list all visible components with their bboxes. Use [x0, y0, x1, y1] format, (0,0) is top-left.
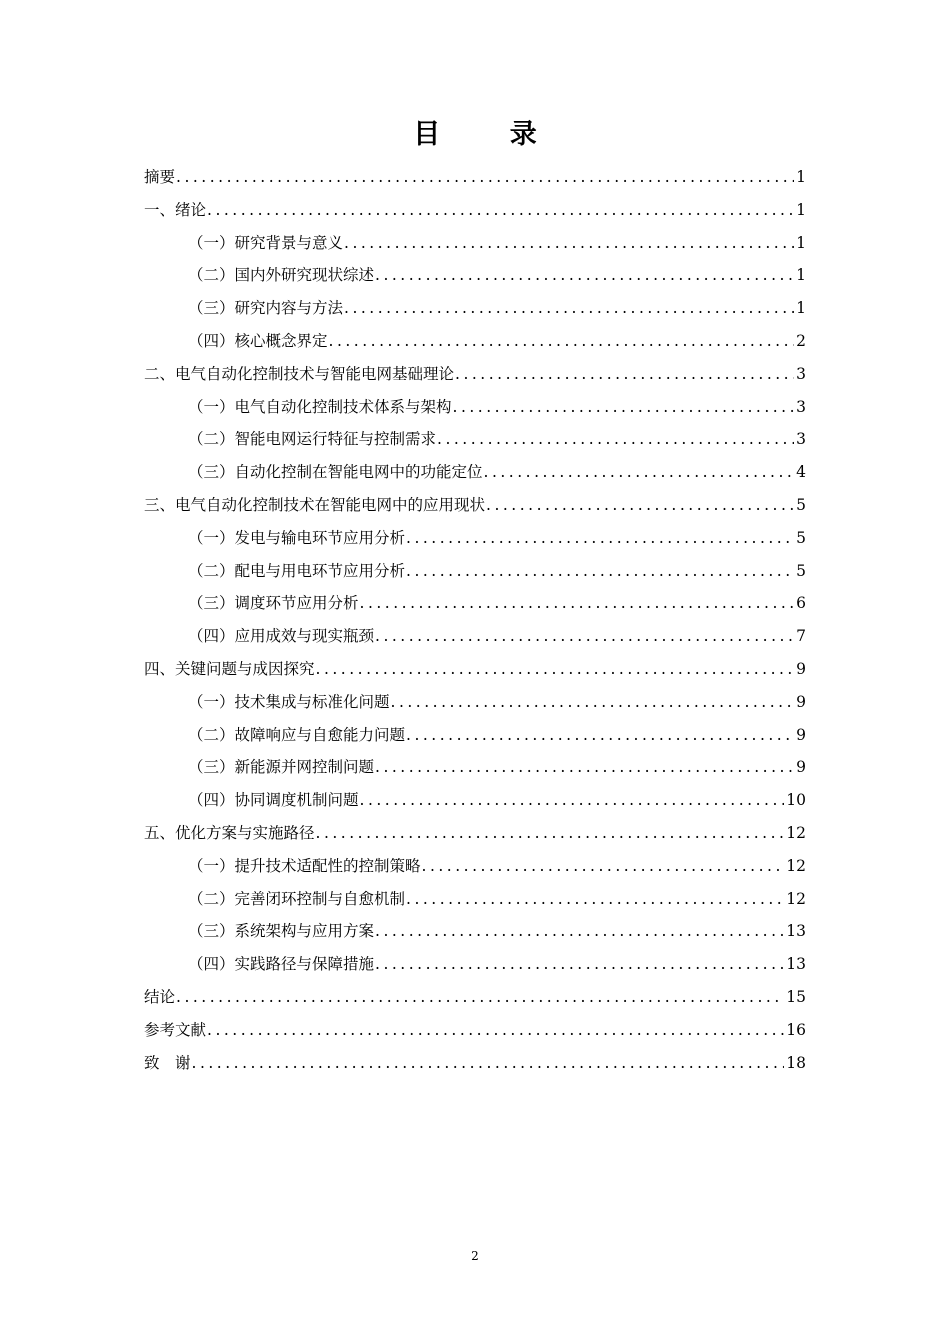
toc-entry-page: 13 — [786, 955, 806, 974]
toc-dot-leader — [375, 620, 794, 653]
toc-dot-leader — [375, 915, 784, 948]
toc-entry-title: （四）核心概念界定 — [188, 331, 328, 350]
toc-entry-title: 结论 — [144, 987, 176, 1006]
toc-entry-title: （四）实践路径与保障措施 — [188, 955, 375, 974]
page-title: 目 录 — [413, 119, 567, 150]
toc-entry-title: （一）技术集成与标准化问题 — [188, 692, 390, 711]
toc-entry-title: （二）完善闭环控制与自愈机制 — [188, 889, 406, 908]
toc-entry-title: （三）调度环节应用分析 — [188, 594, 359, 613]
toc-entry-page: 12 — [786, 856, 806, 875]
toc-entry-page: 5 — [796, 528, 806, 547]
toc-entry-page: 12 — [786, 889, 806, 908]
toc-dot-leader — [406, 555, 794, 588]
toc-entry-page: 3 — [796, 430, 806, 449]
toc-entry[interactable] — [144, 948, 806, 981]
toc-entry[interactable] — [144, 227, 806, 260]
toc-dot-leader — [360, 784, 785, 817]
toc-entry[interactable] — [144, 620, 806, 653]
toc-entry-title: （一）电气自动化控制技术体系与架构 — [188, 397, 452, 416]
toc-entry[interactable] — [144, 686, 806, 719]
toc-entry-title: （三）系统架构与应用方案 — [188, 922, 375, 941]
toc-entry-title: （三）自动化控制在智能电网中的功能定位 — [188, 463, 483, 482]
toc-entry-title: （一）提升技术适配性的控制策略 — [188, 856, 421, 875]
toc-entry[interactable] — [144, 161, 806, 194]
toc-entry[interactable] — [144, 423, 806, 456]
toc-entry[interactable] — [144, 292, 806, 325]
toc-entry-title: （二）国内外研究现状综述 — [188, 266, 375, 285]
toc-entry-page: 3 — [796, 397, 806, 416]
toc-entry-title: 二、电气自动化控制技术与智能电网基础理论 — [144, 364, 455, 383]
toc-dot-leader — [406, 522, 794, 555]
table-of-contents — [144, 161, 806, 1079]
toc-entry-page: 5 — [796, 495, 806, 514]
toc-dot-leader — [406, 883, 784, 916]
toc-entry-page: 13 — [786, 922, 806, 941]
toc-entry-title: （四）协同调度机制问题 — [188, 791, 359, 810]
toc-entry[interactable] — [144, 915, 806, 948]
toc-dot-leader — [375, 948, 784, 981]
toc-entry[interactable] — [144, 587, 806, 620]
toc-dot-leader — [455, 358, 794, 391]
toc-entry[interactable] — [144, 489, 806, 522]
toc-entry-title: （二）故障响应与自愈能力问题 — [188, 725, 406, 744]
toc-dot-leader — [316, 817, 785, 850]
toc-dot-leader — [484, 456, 795, 489]
toc-entry-page: 1 — [796, 233, 806, 252]
toc-entry[interactable] — [144, 850, 806, 883]
toc-dot-leader — [176, 981, 784, 1014]
toc-entry-title: 三、电气自动化控制技术在智能电网中的应用现状 — [144, 495, 486, 514]
toc-entry-page: 16 — [786, 1020, 806, 1039]
toc-entry[interactable] — [144, 194, 806, 227]
toc-dot-leader — [176, 161, 794, 194]
toc-entry-page: 6 — [796, 594, 806, 613]
toc-entry[interactable] — [144, 784, 806, 817]
toc-dot-leader — [486, 489, 794, 522]
toc-dot-leader — [344, 292, 794, 325]
toc-dot-leader — [207, 1014, 784, 1047]
toc-entry[interactable] — [144, 653, 806, 686]
toc-entry-page: 4 — [796, 463, 806, 482]
toc-entry[interactable] — [144, 358, 806, 391]
toc-entry-page: 15 — [786, 987, 806, 1006]
toc-entry[interactable] — [144, 1047, 806, 1080]
toc-dot-leader — [453, 391, 795, 424]
toc-entry-title: （二）配电与用电环节应用分析 — [188, 561, 406, 580]
toc-dot-leader — [360, 587, 795, 620]
toc-dot-leader — [329, 325, 795, 358]
toc-dot-leader — [192, 1047, 785, 1080]
toc-entry-page: 1 — [796, 168, 806, 186]
toc-dot-leader — [375, 751, 794, 784]
toc-entry-page: 9 — [796, 725, 806, 744]
toc-dot-leader — [344, 227, 794, 260]
toc-entry[interactable] — [144, 817, 806, 850]
toc-entry[interactable] — [144, 259, 806, 292]
toc-entry[interactable] — [144, 325, 806, 358]
toc-dot-leader — [207, 194, 794, 227]
toc-entry-page: 10 — [786, 791, 806, 810]
toc-entry-page: 5 — [796, 561, 806, 580]
toc-entry[interactable] — [144, 883, 806, 916]
toc-entry-title: （三）新能源并网控制问题 — [188, 758, 375, 777]
toc-dot-leader — [406, 719, 794, 752]
toc-entry-title: 五、优化方案与实施路径 — [144, 823, 315, 842]
toc-entry-page: 9 — [796, 659, 806, 678]
toc-entry-title: 四、关键问题与成因探究 — [144, 659, 315, 678]
toc-dot-leader — [391, 686, 795, 719]
toc-entry-title: 参考文献 — [144, 1020, 207, 1039]
toc-entry-page: 3 — [796, 364, 806, 383]
toc-entry-page: 18 — [786, 1053, 806, 1072]
toc-entry-page: 7 — [796, 627, 806, 646]
toc-entry[interactable] — [144, 719, 806, 752]
toc-entry[interactable] — [144, 391, 806, 424]
toc-entry[interactable] — [144, 751, 806, 784]
toc-dot-leader — [316, 653, 795, 686]
toc-entry-page: 2 — [796, 331, 806, 350]
toc-entry-title: （四）应用成效与现实瓶颈 — [188, 627, 375, 646]
toc-dot-leader — [437, 423, 794, 456]
page-number: 2 — [471, 1249, 479, 1263]
toc-entry-title: （三）研究内容与方法 — [188, 299, 344, 318]
toc-entry-page: 1 — [796, 200, 806, 219]
toc-entry-title: 摘要 — [144, 168, 176, 186]
toc-entry[interactable] — [144, 555, 806, 588]
toc-entry-page: 9 — [796, 692, 806, 711]
toc-entry[interactable] — [144, 522, 806, 555]
toc-entry-page: 1 — [796, 266, 806, 285]
toc-dot-leader — [422, 850, 785, 883]
toc-dot-leader — [375, 259, 794, 292]
toc-entry-title: （二）智能电网运行特征与控制需求 — [188, 430, 437, 449]
toc-entry-page: 1 — [796, 299, 806, 318]
toc-entry-title: （一）研究背景与意义 — [188, 233, 344, 252]
toc-entry-title: （一）发电与输电环节应用分析 — [188, 528, 406, 547]
toc-entry-title: 致 谢 — [144, 1053, 191, 1072]
toc-entry-page: 9 — [796, 758, 806, 777]
toc-entry-page: 12 — [786, 823, 806, 842]
toc-entry[interactable] — [144, 1014, 806, 1047]
toc-entry[interactable] — [144, 456, 806, 489]
toc-entry-title: 一、绪论 — [144, 200, 207, 219]
toc-entry[interactable] — [144, 981, 806, 1014]
